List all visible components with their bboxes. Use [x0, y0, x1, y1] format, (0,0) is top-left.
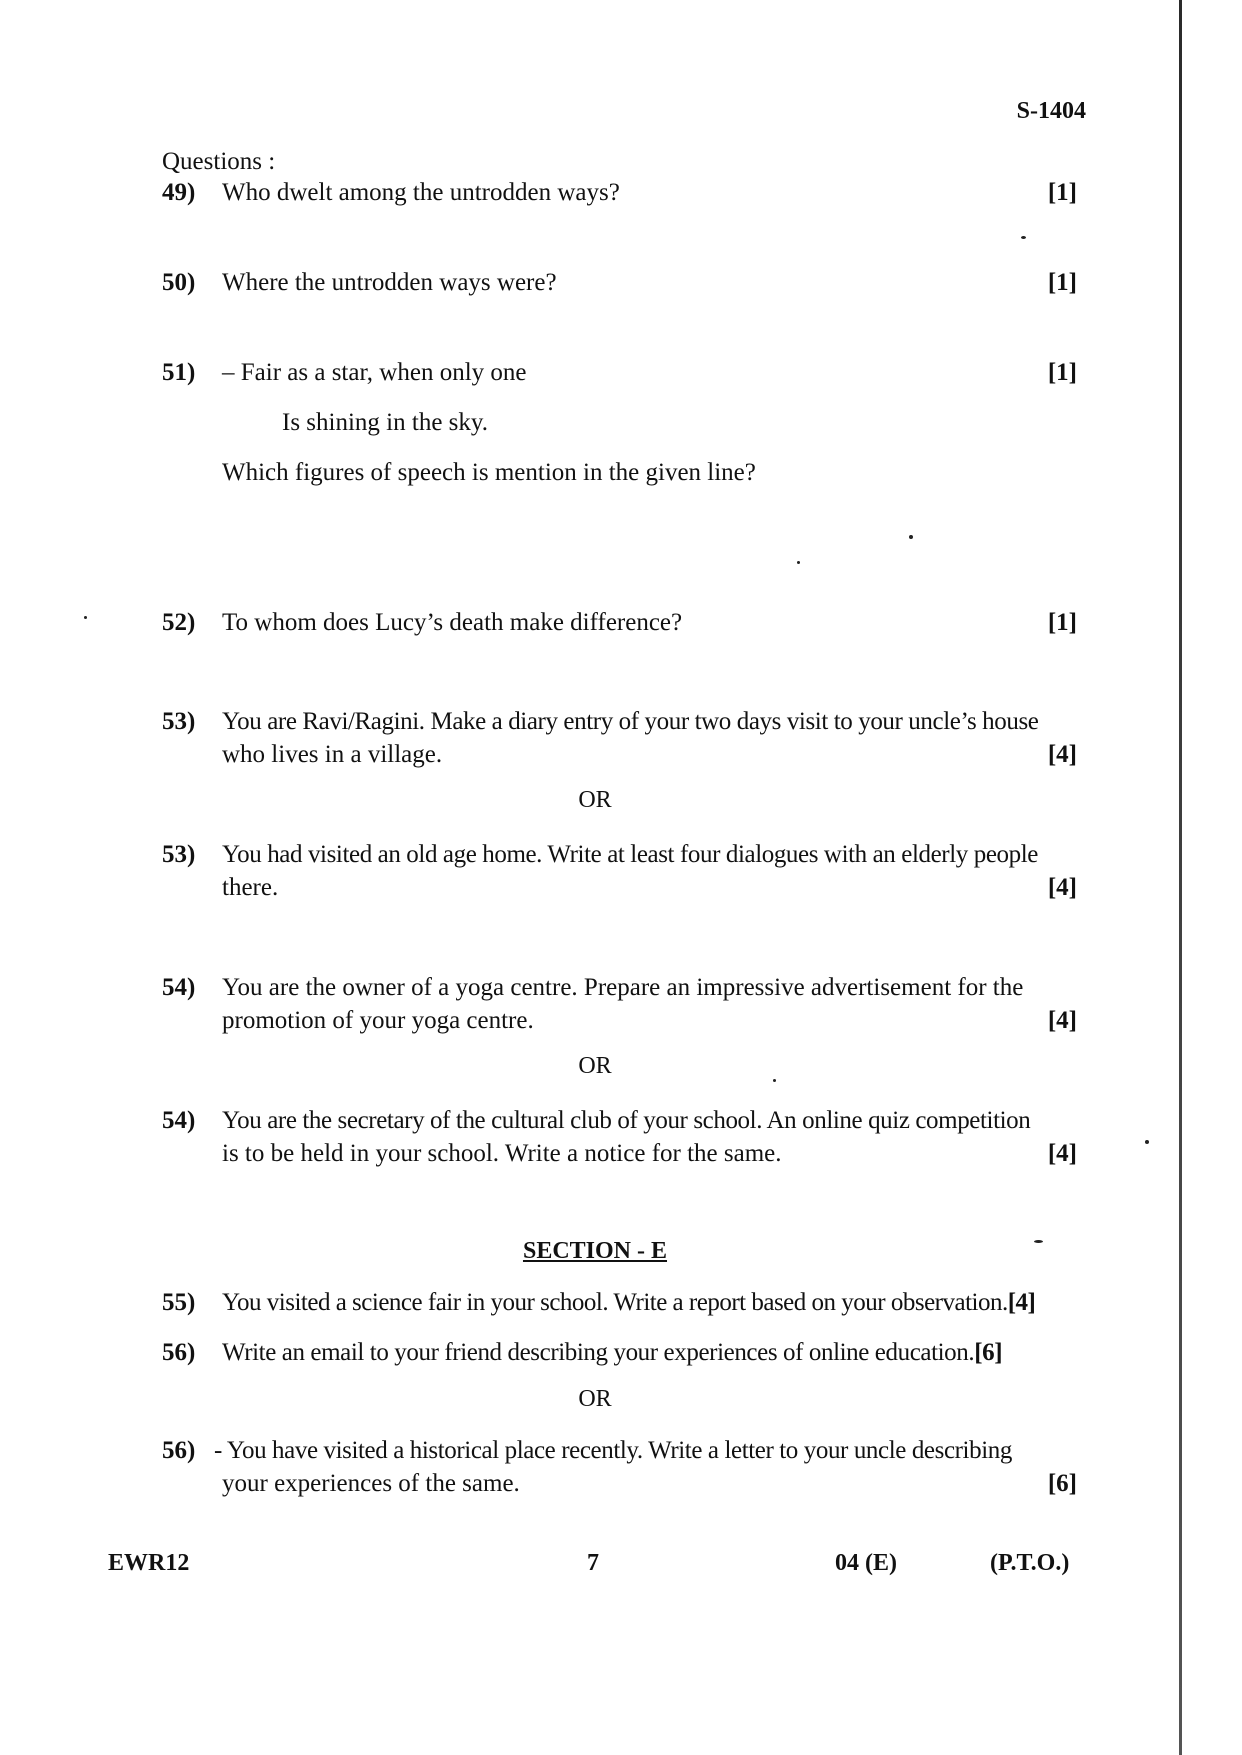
page-number: 7	[587, 1550, 599, 1576]
question-51	[162, 356, 1077, 489]
question-text: You had visited an old age home. Write at least four dialogues with an elderly people	[222, 841, 1038, 868]
questions-heading: Questions :	[162, 148, 276, 175]
question-number: 49)	[162, 179, 196, 206]
question-text: To whom does Lucy’s death make difference?	[222, 609, 683, 636]
question-marks: [1]	[1047, 609, 1077, 636]
scan-speck	[909, 535, 913, 539]
question-number: 56)	[162, 1437, 196, 1464]
question-text: You visited a science fair in your school. Write a report based on your observation.	[222, 1289, 1008, 1316]
question-number: 52)	[162, 609, 196, 636]
question-number: 55)	[162, 1289, 196, 1316]
question-text-continued: there.	[222, 874, 279, 901]
or-separator: OR	[578, 787, 612, 813]
or-separator: OR	[578, 1053, 612, 1079]
poem-line-2: Is shining in the sky.	[282, 409, 489, 436]
scan-speck	[1145, 1140, 1149, 1144]
footer-series-code: EWR12	[108, 1550, 190, 1576]
question-marks: [4]	[1007, 1289, 1036, 1316]
question-56	[162, 1336, 1077, 1369]
poem-line-1: – Fair as a star, when only one	[222, 359, 527, 386]
question-text: - You have visited a historical place recently. Write a letter to your uncle describing	[214, 1437, 1012, 1464]
scan-speck	[797, 561, 800, 564]
question-text-continued: who lives in a village.	[222, 741, 443, 768]
question-55	[162, 1286, 1077, 1319]
please-turn-over: (P.T.O.)	[990, 1550, 1070, 1576]
question-text: Write an email to your friend describing your experiences of online education.	[222, 1339, 975, 1366]
scan-speck	[1021, 236, 1026, 239]
question-text: Which figures of speech is mention in the given line?	[222, 459, 756, 486]
question-text: You are the secretary of the cultural club of your school. An online quiz competition	[222, 1107, 1031, 1134]
scan-speck	[84, 616, 87, 619]
question-49	[162, 176, 1077, 209]
section-e-heading: SECTION - E	[522, 1238, 668, 1264]
question-text-continued: promotion of your yoga centre.	[222, 1007, 534, 1034]
question-marks: [1]	[1047, 359, 1077, 386]
question-marks: [1]	[1047, 269, 1077, 296]
question-number: 54)	[162, 1107, 196, 1134]
question-56-alternative	[162, 1434, 1077, 1500]
question-text: You are the owner of a yoga centre. Prepare an impressive advertisement for the	[222, 974, 1024, 1001]
scan-edge-line	[1179, 0, 1182, 1755]
question-53	[162, 705, 1077, 771]
question-54	[162, 971, 1077, 1037]
paper-code: S-1404	[1016, 98, 1086, 124]
question-marks: [6]	[974, 1339, 1003, 1366]
question-marks: [4]	[1047, 1007, 1077, 1034]
question-54-alternative	[162, 1104, 1077, 1170]
question-53-alternative	[162, 838, 1077, 904]
question-number: 56)	[162, 1339, 196, 1366]
question-52	[162, 606, 1077, 639]
question-number: 53)	[162, 708, 196, 735]
question-number: 54)	[162, 974, 196, 1001]
question-number: 51)	[162, 359, 196, 386]
question-text: Who dwelt among the untrodden ways?	[222, 179, 620, 206]
question-marks: [4]	[1047, 741, 1077, 768]
question-marks: [4]	[1047, 1140, 1077, 1167]
question-text: Where the untrodden ways were?	[222, 269, 557, 296]
question-text: You are Ravi/Ragini. Make a diary entry of your two days visit to your uncle’s house	[222, 708, 1039, 735]
question-number: 53)	[162, 841, 196, 868]
question-text-continued: is to be held in your school. Write a notice for the same.	[222, 1140, 782, 1167]
or-separator: OR	[578, 1386, 612, 1412]
question-50	[162, 266, 1077, 299]
question-marks: [1]	[1047, 179, 1077, 206]
question-text-continued: your experiences of the same.	[222, 1470, 520, 1497]
footer-paper-code: 04 (E)	[835, 1550, 897, 1576]
question-marks: [4]	[1047, 874, 1077, 901]
scan-speck	[1034, 1240, 1043, 1243]
question-number: 50)	[162, 269, 196, 296]
question-marks: [6]	[1047, 1470, 1077, 1497]
scan-speck	[773, 1079, 776, 1082]
